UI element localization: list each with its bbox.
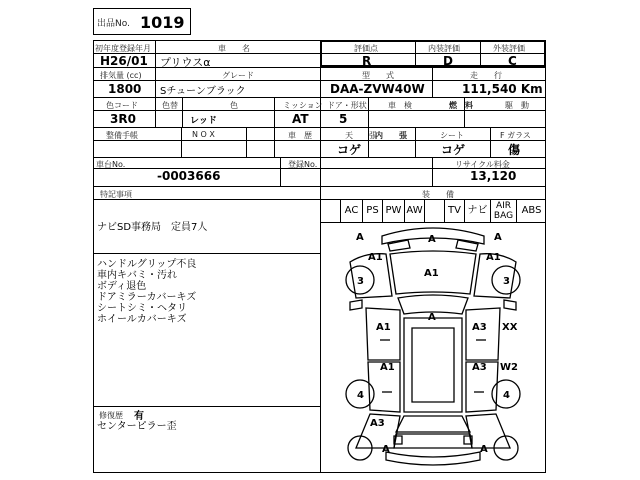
equip-pw: PW xyxy=(382,200,404,222)
interior-value: D xyxy=(443,54,453,68)
mark-hood: A1 xyxy=(424,268,439,279)
reg-no-header: 登録No. xyxy=(288,160,318,169)
doors-value: 5 xyxy=(339,112,348,126)
color-code-value: 3R0 xyxy=(110,112,136,126)
recycle-header: リサイクル料金 xyxy=(455,160,510,169)
exterior-value: C xyxy=(508,54,517,68)
nox-header: N O X xyxy=(192,130,215,139)
score-header: 評価点 xyxy=(354,44,378,53)
manual-header: 整備手帳 xyxy=(106,131,138,140)
year-value: H26/01 xyxy=(100,54,148,68)
glass-value: 傷 xyxy=(508,143,521,157)
note-5: シートシミ・ヘタリ xyxy=(97,303,187,314)
equipment-header: 装 備 xyxy=(422,190,454,199)
mark-right-front-door: A3 xyxy=(472,322,487,333)
mark-right-rear-door-extra: W2 xyxy=(500,362,518,373)
lot-number: 1019 xyxy=(140,13,185,32)
mark-right-rear-door: A3 xyxy=(472,362,487,373)
mileage-value: 111,540 Km xyxy=(462,82,543,96)
mark-left-rear-quarter: A3 xyxy=(370,418,385,429)
drive-header: 駆 動 xyxy=(505,101,529,110)
lot-label: 出品No. xyxy=(97,19,130,29)
inspection-header: 車 検 xyxy=(388,101,412,110)
fuel-header: 燃 料 xyxy=(449,101,473,110)
car-value: プリウスα xyxy=(160,56,211,69)
equip-tv: TV xyxy=(444,200,464,222)
equip-airbag xyxy=(490,200,516,222)
seat-header: シート xyxy=(440,131,464,140)
note-4: ドアミラーカバーキズ xyxy=(97,292,197,303)
equip-navi: ナビ xyxy=(464,200,490,222)
interior-roof-header: 内 張 xyxy=(375,131,407,140)
color-change-header: 色替 xyxy=(162,101,178,110)
equip-ac: AC xyxy=(340,200,362,222)
special-header: 特記事項 xyxy=(100,190,132,199)
equip-aw: AW xyxy=(404,200,424,222)
note-3: ボディ退色 xyxy=(97,281,147,292)
score-value: R xyxy=(362,54,372,68)
mark-roof: A xyxy=(428,312,436,323)
mark-right-front-door-extra: XX xyxy=(502,322,518,333)
grade-header: グレード xyxy=(222,71,254,80)
equip-ps: PS xyxy=(362,200,382,222)
note-2: 車内キバミ・汚れ xyxy=(97,270,177,281)
mark-top-right: A xyxy=(494,232,502,243)
displacement-value: 1800 xyxy=(108,82,142,96)
interior-header: 内装評価 xyxy=(428,44,460,53)
color-value: レッド xyxy=(190,116,217,126)
mark-right-front-wheel: 3 xyxy=(503,276,510,287)
color-header: 色 xyxy=(230,101,238,110)
equip-abs: ABS xyxy=(516,200,546,222)
mark-left-front-fender: A1 xyxy=(368,252,383,263)
grade-value: Sチューンブラック xyxy=(160,86,246,97)
note-1: ハンドルグリップ不良 xyxy=(97,259,197,270)
mark-left-rear-wheel: 4 xyxy=(357,390,364,401)
equip-airbag-text: AIR BAG xyxy=(493,201,514,221)
mark-bottom-left: A xyxy=(382,444,390,455)
mark-right-rear-wheel: 4 xyxy=(503,390,510,401)
roof-header: 天 張 xyxy=(345,131,377,140)
seat-value: コゲ xyxy=(441,143,466,157)
repair-value: 有 xyxy=(134,411,144,422)
doors-header: ドア・形状 xyxy=(327,101,367,110)
chassis-value: -0003666 xyxy=(157,169,221,183)
mission-header: ミッション xyxy=(283,101,323,110)
mark-right-front-fender: A1 xyxy=(486,252,501,263)
mark-top-center: A xyxy=(428,234,436,245)
mark-left-front-wheel: 3 xyxy=(357,276,364,287)
mark-left-front-door: A1 xyxy=(376,322,391,333)
equip-blank xyxy=(424,200,444,222)
displacement-header: 排気量 (cc) xyxy=(100,71,142,80)
year-header: 初年度登録年月 xyxy=(95,44,151,53)
note-6: ホイールカバーキズ xyxy=(97,314,187,325)
mark-top-left: A xyxy=(356,232,364,243)
recycle-value: 13,120 xyxy=(470,169,517,183)
car-damage-diagram xyxy=(320,222,546,472)
glass-header: F ガラス xyxy=(500,131,531,140)
chassis-header: 車台No. xyxy=(96,160,126,169)
model-header: 型 式 xyxy=(362,71,394,80)
mileage-header: 走 行 xyxy=(470,71,502,80)
repair-note: センターピラー歪 xyxy=(97,421,177,432)
mark-left-rear-door: A1 xyxy=(380,362,395,373)
mission-value: AT xyxy=(292,112,309,126)
repair-label: 修復歴 xyxy=(99,411,123,420)
mark-bottom-right: A xyxy=(480,444,488,455)
model-value: DAA-ZVW40W xyxy=(330,82,425,96)
car-header: 車 名 xyxy=(218,44,250,53)
special-note: ナビSD事務局 定員7人 xyxy=(97,222,208,233)
exterior-header: 外装評価 xyxy=(493,44,525,53)
color-code-header: 色コード xyxy=(106,101,138,110)
history-header: 車 歴 xyxy=(288,131,312,140)
roof-value: コゲ xyxy=(337,143,362,157)
